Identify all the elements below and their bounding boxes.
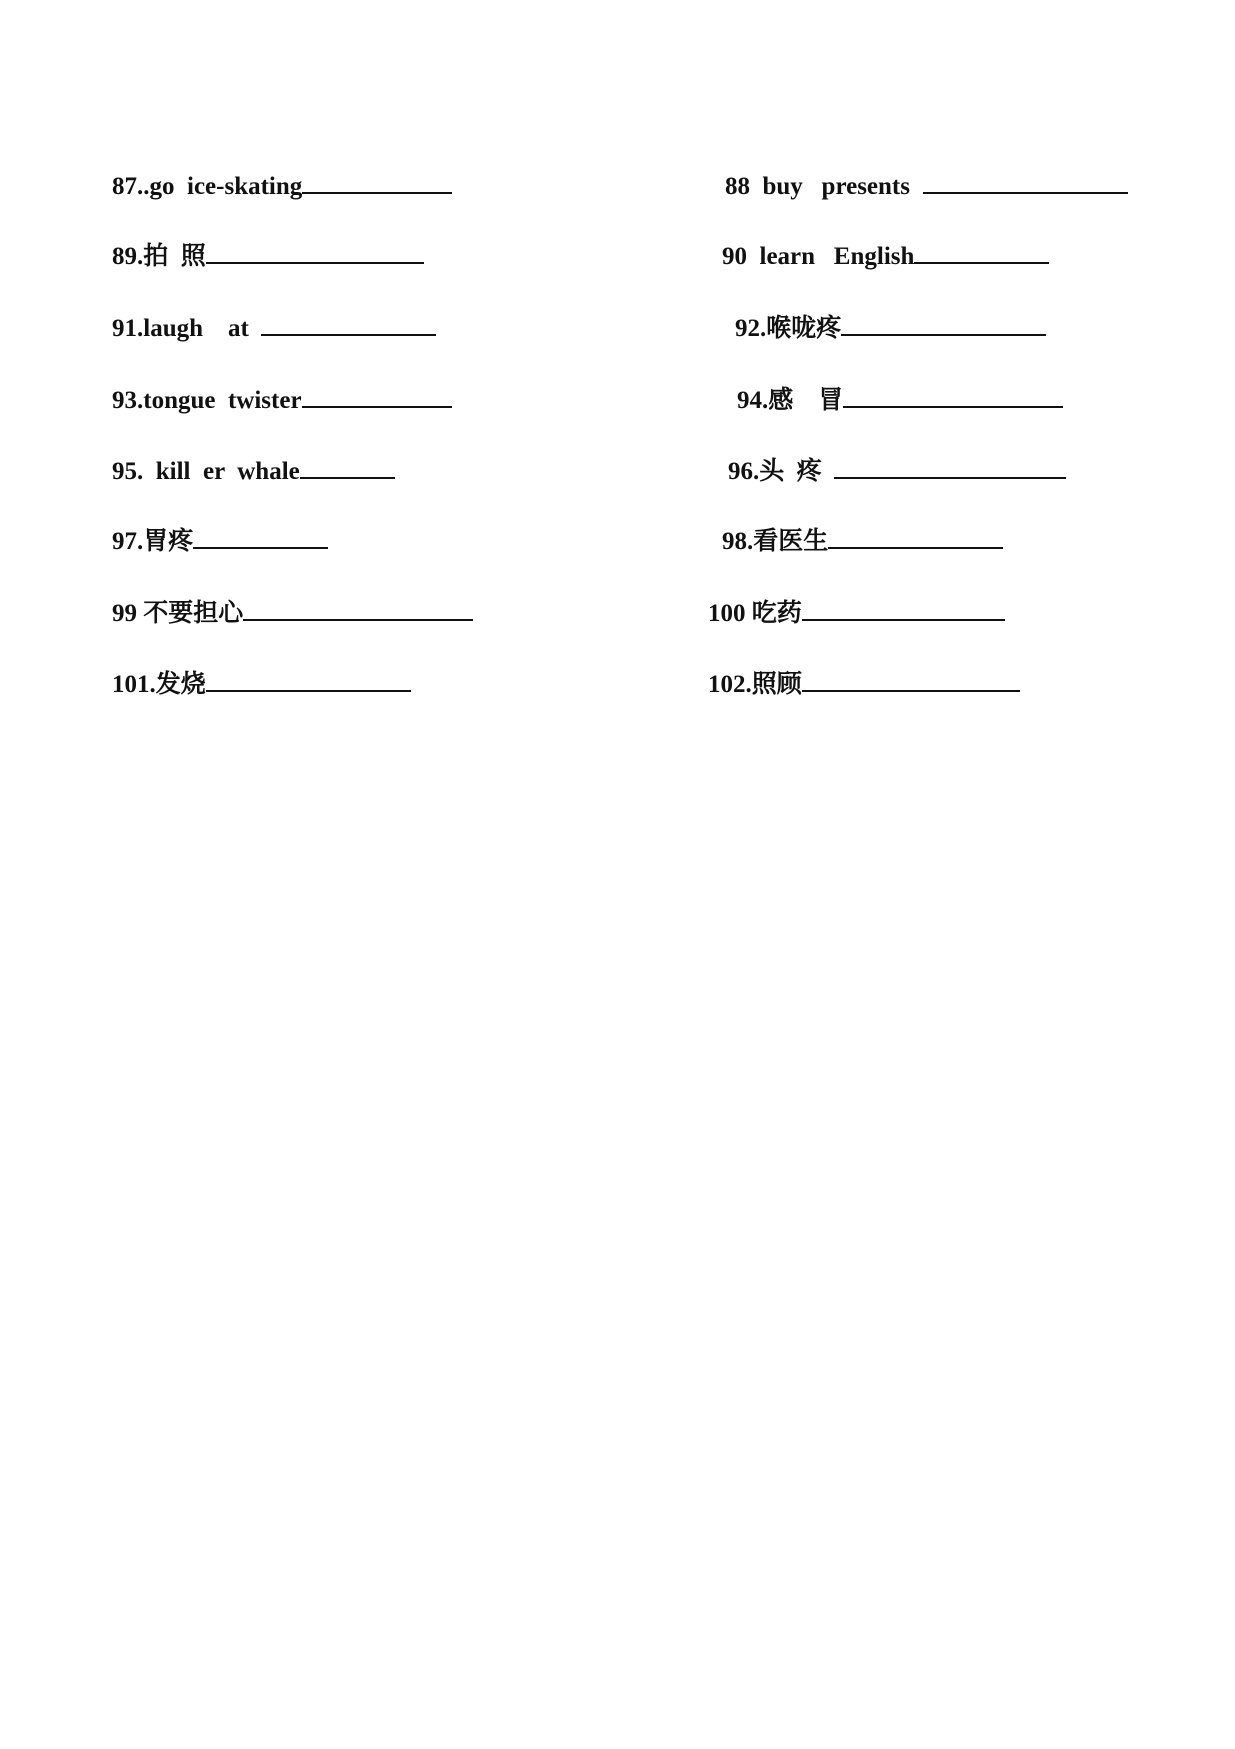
item-label: 96.头 疼 [728,458,835,485]
answer-blank [302,170,452,194]
answer-blank [243,597,473,621]
answer-blank [843,384,1063,408]
item-label: 91.laugh at [112,315,262,342]
exercise-item-102 [683,638,1020,730]
answer-blank [828,525,1003,549]
answer-blank [302,384,452,408]
answer-blank [261,312,436,336]
answer-blank [802,668,1020,692]
item-label: 95. kill er whale [112,458,300,485]
item-label: 100 吃药 [708,600,802,627]
item-label: 99 不要担心 [112,600,244,627]
item-label: 87..go ice-skating [112,173,303,200]
answer-blank [206,240,424,264]
item-label: 89.拍 照 [112,243,206,270]
item-label: 94.感 冒 [737,387,844,414]
exercise-item-101 [87,638,411,730]
answer-blank [300,455,395,479]
item-label: 97.胃疼 [112,528,194,555]
item-label: 101.发烧 [112,671,206,698]
item-label: 92.喉咙疼 [735,315,842,342]
item-label: 90 learn English [722,243,915,270]
item-label: 102.照顾 [708,671,802,698]
answer-blank [193,525,328,549]
item-label: 93.tongue twister [112,387,302,414]
answer-blank [834,455,1066,479]
answer-blank [841,312,1046,336]
item-label: 98.看医生 [722,528,829,555]
item-label: 88 buy presents [725,173,923,200]
answer-blank [914,240,1049,264]
answer-blank [206,668,411,692]
answer-blank [923,170,1128,194]
answer-blank [802,597,1005,621]
